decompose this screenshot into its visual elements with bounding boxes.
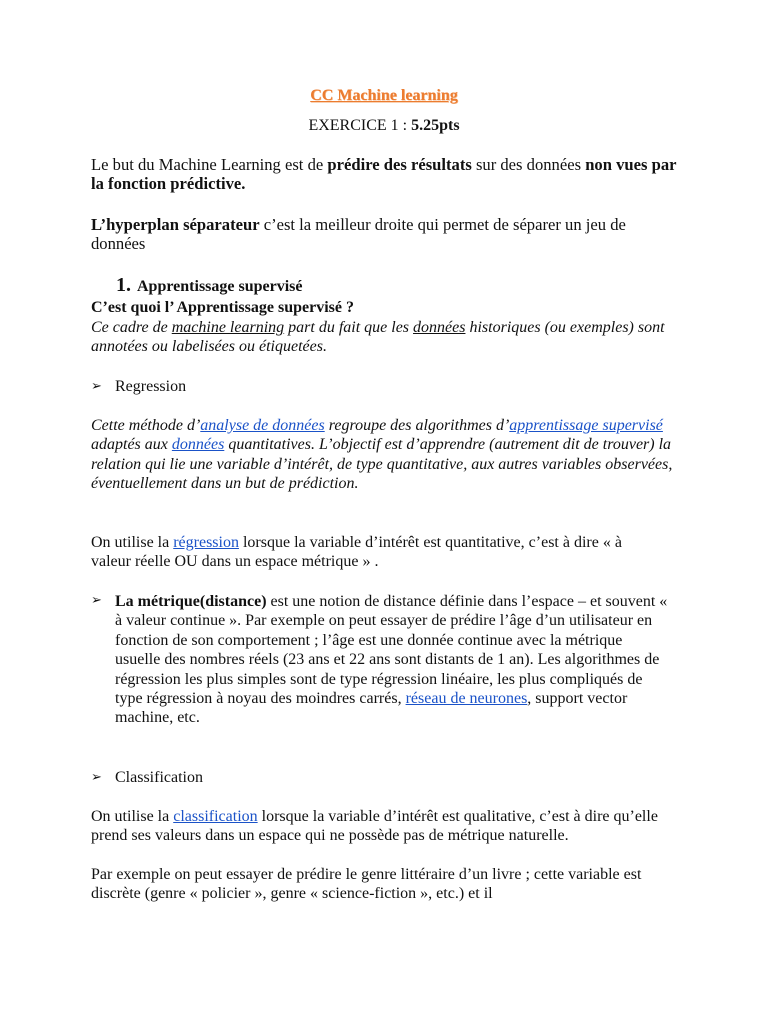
link-donnees[interactable]: données [171,436,225,454]
section-number: 1. [116,274,131,296]
link-regression[interactable]: régression [173,534,239,551]
document-title: CC Machine learning [310,87,458,104]
bullet-label: Classification [115,769,203,786]
supervised-definition: Ce cadre de machine learning part du fait que les données historiques (ou exemples) sont annotées ou labelisées ou étiquetées. [91,319,665,356]
bullet-label: Regression [115,378,187,395]
metric-paragraph: La métrique(distance) est une notion de distance définie dans l’espace – et souvent « à valeur continue ». Par exemple on peut essayer de prédire l’âge d’un utilisateur en fonction de son comportement ; l’âge est une donnée continue avec la métrique usuelle des nombres réels (23 ans et 22 ans sont distants de 1 an). Les algorithmes de régression les plus simples sont de type régression linéaire, les plus compliqués de type régression à noyau des moindres carrés, réseau de neurones, support vector machine, etc. [115,593,668,727]
link-classification[interactable]: classification [173,808,258,825]
hyperplane-paragraph: L’hyperplan séparateur c’est la meilleur droite qui permet de séparer un jeu de données [91,215,626,254]
bullet-regression [91,376,681,396]
section-title: Apprentissage supervisé [137,278,303,295]
arrow-bullet-icon: ➢ [91,769,102,784]
supervised-question: C’est quoi l’ Apprentissage supervisé ? [91,299,354,316]
donnees-underline: données [413,319,466,336]
intro-paragraph: Le but du Machine Learning est de prédire des résultats sur des données non vues par la fonction prédictive. [91,155,677,194]
metric-arrow [91,592,115,610]
classification-paragraph: On utilise la classification lorsque la variable d’intérêt est qualitative, c’est à dire qu’elle prend ses valeurs dans un espace qui ne possède pas de métrique naturelle. [91,808,658,845]
regression-usage-paragraph: On utilise la régression lorsque la variable d’intérêt est quantitative, c’est à dire « à valeur réelle OU dans un espace métrique » . [91,534,622,571]
machine-learning-underline: machine learning [171,319,285,336]
exercise-points: 5.25pts [411,117,460,134]
exercise-heading [0,117,768,135]
regression-definition: Cette méthode d’analyse de données regroupe des algorithmes d’apprentissage supervisé adaptés aux données quantitatives. L’objectif est d’apprendre (autrement dit de trouver) la relation qui lie une variable d’intérêt, de type quantitative, aux autres variables observées, éventuellement dans un but de prédiction. [91,417,673,493]
section-1-heading [116,276,676,296]
arrow-bullet-icon: ➢ [91,592,102,607]
link-analyse-de-donnees[interactable]: analyse de données [200,417,325,434]
arrow-bullet-icon: ➢ [91,378,102,393]
link-reseau-de-neurones[interactable]: réseau de neurones [405,690,528,708]
classification-example: Par exemple on peut essayer de prédire le genre littéraire d’un livre ; cette variable est discrète (genre « policier », genre « science-fiction », etc.) et il [91,866,642,903]
bullet-classification [91,767,681,787]
exercise-label: EXERCICE 1 : [308,117,412,134]
link-apprentissage-supervise[interactable]: apprentissage supervisé [509,417,663,434]
